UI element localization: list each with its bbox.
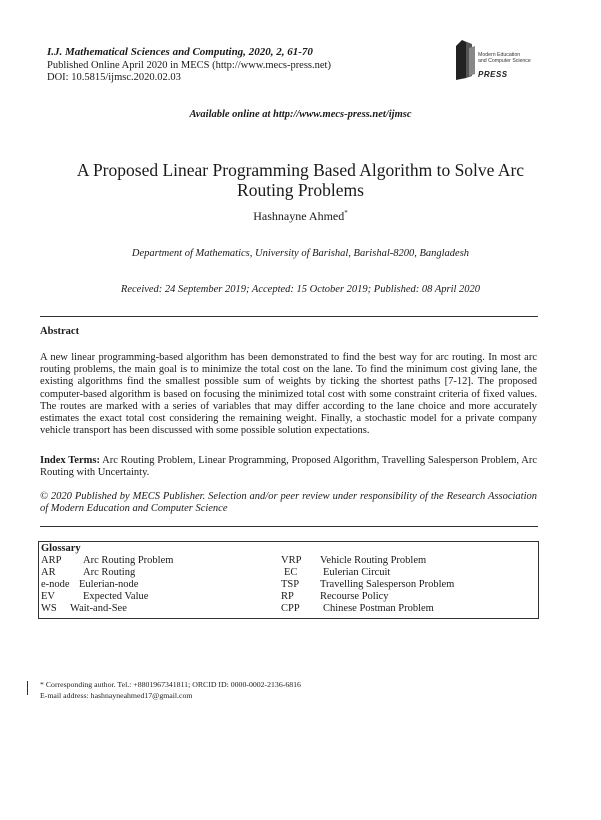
- copyright-notice: © 2020 Published by MECS Publisher. Selection and/or peer review under responsibility of the Research Association of Modern Education and Computer Science: [40, 491, 537, 515]
- affiliation: Department of Mathematics, University of Barishal, Barishal-8200, Bangladesh: [131, 248, 470, 259]
- glossary-term: Expected Value: [83, 591, 149, 602]
- glossary-term: Travelling Salesperson Problem: [320, 579, 455, 590]
- abstract-heading: Abstract: [40, 326, 80, 337]
- publication-dates: Received: 24 September 2019; Accepted: 15 October 2019; Published: 08 April 2020: [120, 284, 481, 295]
- journal-title: I.J. Mathematical Sciences and Computing, 2020, 2, 61-70: [47, 46, 313, 58]
- index-terms: Index Terms: Arc Routing Problem, Linear Programming, Proposed Algorithm, Travelling Salesperson Problem, Arc Routing with Uncertainty.: [40, 455, 537, 479]
- glossary-term: Recourse Policy: [320, 591, 389, 602]
- published-online-line: Published Online April 2020 in MECS (http://www.mecs-press.net): [47, 60, 331, 71]
- author-name: Hashnayne Ahmed*: [253, 209, 348, 223]
- glossary-term: Wait-and-See: [70, 603, 127, 614]
- glossary-title: Glossary: [41, 543, 81, 554]
- glossary-item: CPP: [281, 603, 300, 614]
- glossary-item: TSP: [281, 579, 300, 590]
- glossary-item: ARP: [41, 555, 62, 566]
- glossary-item: EV: [41, 591, 55, 602]
- glossary-term: Eulerian Circuit: [323, 567, 391, 578]
- glossary-term: Arc Routing: [83, 567, 136, 578]
- glossary-term: Arc Routing Problem: [83, 555, 174, 566]
- glossary-item: WS: [41, 603, 57, 614]
- abstract-body: A new linear programming-based algorithm has been demonstrated to find the best way for arc routing. In most arc routing problems, the main goal is to minimize the total cost on the lane. To find the minimum cost giving lane, the existing algorithms find the smallest possible sum of weights by ticking the shortest paths [7-12]. The proposed computer-based algorithm is based on focusing the minimized total cost with some constraint criteria of fixed values. The routes are marked with a series of variables that may differ according to the lane choice and more accurately estimates the exact total cost considering the remaining weight. Finally, a stochastic model for a private company vehicle transport has been discussed with some possible solution expectations.: [40, 352, 537, 437]
- paper-title: A Proposed Linear Programming Based Algorithm to Solve Arc Routing Problems: [76, 160, 525, 200]
- glossary-term: Vehicle Routing Problem: [320, 555, 427, 566]
- margin-bar: [27, 681, 28, 695]
- glossary-term: Chinese Postman Problem: [323, 603, 434, 614]
- corresponding-mark: *: [344, 209, 348, 217]
- corresponding-author-note: * Corresponding author. Tel.: +8801967341811; ORCID ID: 0000-0002-2136-6816: [40, 680, 301, 689]
- available-online-line: Available online at http://www.mecs-press.net/ijmsc: [189, 109, 412, 120]
- email-note: E-mail address: hashnayneahmed17@gmail.com: [40, 691, 193, 700]
- glossary-item: VRP: [281, 555, 302, 566]
- glossary-item: e-node: [41, 579, 70, 590]
- top-divider: [40, 316, 538, 317]
- glossary-item: AR: [41, 567, 56, 578]
- glossary-item: EC: [284, 567, 298, 578]
- glossary-item: RP: [281, 591, 294, 602]
- glossary-box: [38, 541, 539, 619]
- logo-press: PRESS: [478, 70, 508, 79]
- logo-text: Modern Education and Computer Science: [478, 52, 531, 64]
- bottom-divider: [40, 526, 538, 527]
- glossary-term: Eulerian-node: [79, 579, 139, 590]
- doi-line: DOI: 10.5815/ijmsc.2020.02.03: [47, 72, 181, 83]
